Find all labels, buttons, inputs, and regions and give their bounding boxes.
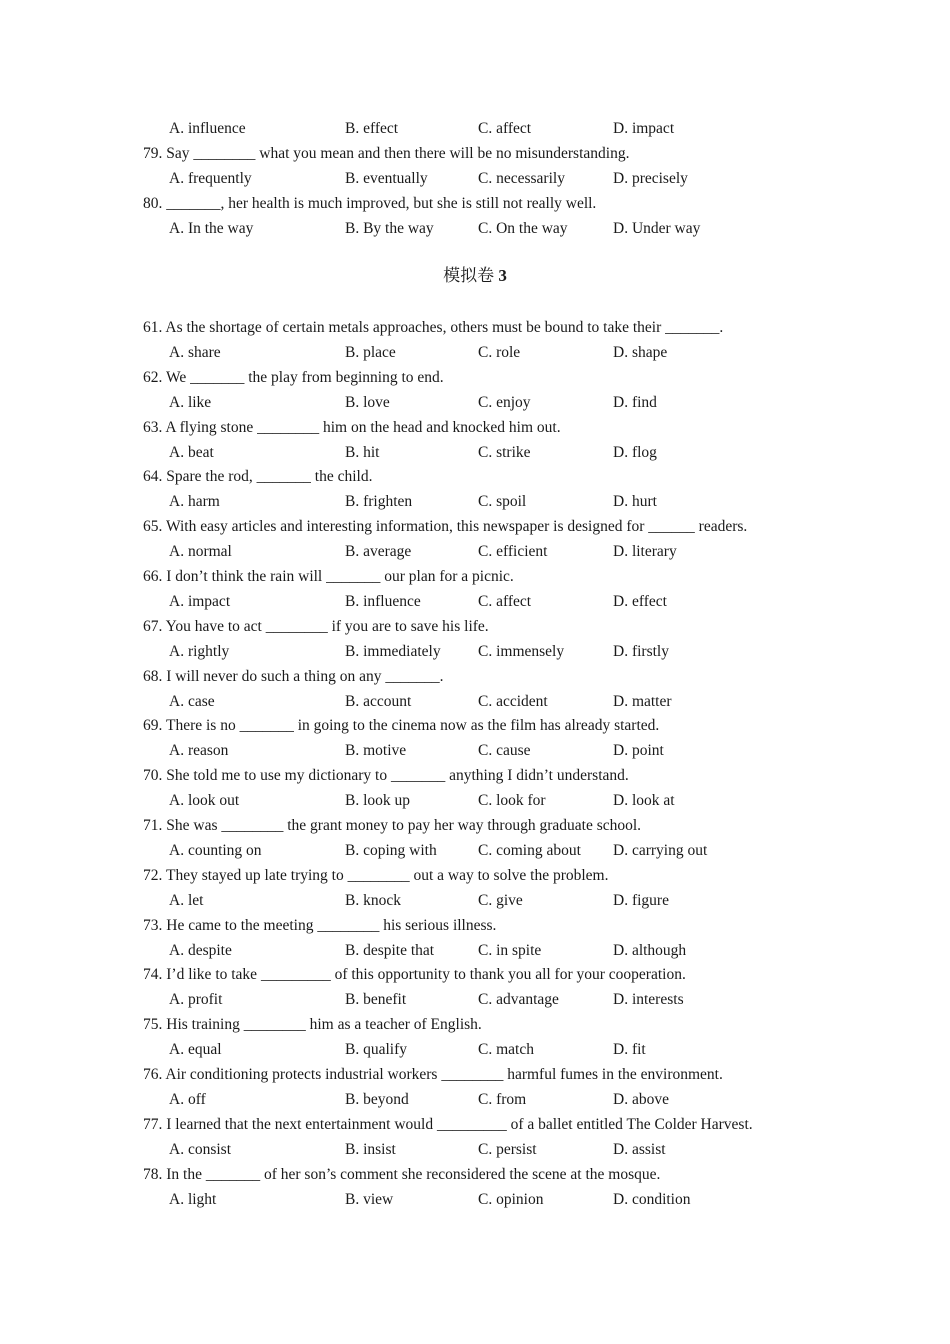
option-c: C. opinion: [478, 1190, 544, 1208]
option-a: A. normal: [169, 543, 232, 561]
question-text: 79. Say ________ what you mean and then there will be no misunderstanding.: [143, 144, 630, 162]
option-c: C. strike: [478, 443, 531, 461]
option-c: C. persist: [478, 1140, 537, 1158]
option-d: D. shape: [613, 343, 668, 361]
option-b: B. look up: [345, 792, 411, 810]
option-d: D. firstly: [613, 642, 669, 660]
option-c: C. from: [478, 1090, 527, 1108]
answer-options: [0, 589, 950, 614]
option-b: B. immediately: [345, 642, 441, 660]
option-c: C. role: [478, 343, 521, 361]
question-text: 74. I’d like to take _________ of this opportunity to thank you all for your cooperation.: [143, 966, 686, 984]
option-d: D. although: [613, 941, 687, 959]
answer-options: [0, 539, 950, 564]
question-stem: [0, 191, 950, 216]
question-text: 65. With easy articles and interesting information, this newspaper is designed for ______ readers.: [143, 518, 748, 536]
option-a: A. frequently: [169, 169, 252, 187]
option-d: D. look at: [613, 792, 675, 810]
option-a: A. impact: [169, 592, 231, 610]
option-b: B. eventually: [345, 169, 428, 187]
option-b: B. motive: [345, 742, 407, 760]
option-d: D. effect: [613, 592, 667, 610]
option-d: D. interests: [613, 991, 684, 1009]
option-c: C. On the way: [478, 219, 568, 237]
question-stem: [0, 141, 950, 166]
question-text: 80. _______, her health is much improved, but she is still not really well.: [143, 194, 597, 212]
question-stem: [0, 1162, 950, 1187]
option-a: A. share: [169, 343, 221, 361]
option-a: A. consist: [169, 1140, 231, 1158]
option-b: B. love: [345, 393, 390, 411]
option-c: C. coming about: [478, 841, 581, 859]
answer-options: [0, 1087, 950, 1112]
question-text: 62. We _______ the play from beginning to end.: [143, 368, 444, 386]
answer-options: [0, 888, 950, 913]
question-stem: [0, 1062, 950, 1087]
question-text: 72. They stayed up late trying to ________ out a way to solve the problem.: [143, 866, 609, 884]
section-heading-number: 3: [498, 266, 507, 285]
answer-options: [0, 938, 950, 963]
option-a: A. equal: [169, 1041, 222, 1059]
answer-options: [0, 216, 950, 241]
option-c: C. in spite: [478, 941, 542, 959]
question-text: 70. She told me to use my dictionary to _______ anything I didn’t understand.: [143, 767, 629, 785]
option-a: A. reason: [169, 742, 229, 760]
answer-options: [0, 390, 950, 415]
question-stem: [0, 813, 950, 838]
question-text: 63. A flying stone ________ him on the head and knocked him out.: [143, 418, 561, 436]
section-heading: [0, 262, 950, 290]
option-d: D. matter: [613, 692, 672, 710]
option-a: A. counting on: [169, 841, 262, 859]
answer-options: [0, 116, 950, 141]
option-a: A. like: [169, 393, 212, 411]
answer-options: [0, 440, 950, 465]
question-stem: [0, 514, 950, 539]
option-c: C. look for: [478, 792, 546, 810]
answer-options: [0, 689, 950, 714]
option-c: C. accident: [478, 692, 548, 710]
question-text: 67. You have to act ________ if you are to save his life.: [143, 617, 489, 635]
question-text: 69. There is no _______ in going to the cinema now as the film has already started.: [143, 717, 660, 735]
option-a: A. despite: [169, 941, 232, 959]
question-text: 78. In the _______ of her son’s comment she reconsidered the scene at the mosque.: [143, 1165, 661, 1183]
question-stem: [0, 863, 950, 888]
option-c: C. give: [478, 891, 523, 909]
option-b: B. qualify: [345, 1041, 407, 1059]
option-d: D. literary: [613, 543, 677, 561]
option-d: D. assist: [613, 1140, 666, 1158]
option-b: B. view: [345, 1190, 394, 1208]
option-d: D. flog: [613, 443, 657, 461]
question-stem: [0, 315, 950, 340]
option-b: B. hit: [345, 443, 380, 461]
question-stem: [0, 713, 950, 738]
option-d: D. hurt: [613, 493, 657, 511]
option-c: C. necessarily: [478, 169, 565, 187]
option-a: A. harm: [169, 493, 220, 511]
answer-options: [0, 987, 950, 1012]
section-heading-text: 模拟卷: [443, 266, 499, 285]
option-a: A. look out: [169, 792, 240, 810]
question-text: 61. As the shortage of certain metals approaches, others must be bound to take their _______.: [143, 319, 724, 336]
question-stem: [0, 1112, 950, 1137]
option-c: C. advantage: [478, 991, 559, 1009]
option-b: B. By the way: [345, 219, 434, 237]
option-c: C. spoil: [478, 493, 527, 511]
option-d: D. carrying out: [613, 841, 708, 859]
answer-options: [0, 738, 950, 763]
option-b: B. average: [345, 543, 412, 561]
option-d: D. fit: [613, 1041, 646, 1059]
option-d: D. above: [613, 1090, 669, 1108]
option-c: C. affect: [478, 592, 532, 610]
option-d: D. point: [613, 742, 664, 760]
option-b: B. beyond: [345, 1090, 409, 1108]
answer-options: [0, 1187, 950, 1212]
option-a: A. profit: [169, 991, 223, 1009]
option-a: A. let: [169, 891, 204, 909]
answer-options: [0, 489, 950, 514]
option-b: B. knock: [345, 891, 401, 909]
option-c: C. immensely: [478, 642, 565, 660]
question-stem: [0, 564, 950, 589]
answer-options: [0, 1137, 950, 1162]
question-text: 64. Spare the rod, _______ the child.: [143, 468, 373, 486]
option-b: B. frighten: [345, 493, 413, 511]
option-d: D. Under way: [613, 219, 701, 237]
question-text: 66. I don’t think the rain will _______ our plan for a picnic.: [143, 568, 514, 585]
question-stem: [0, 962, 950, 987]
option-b: B. place: [345, 343, 396, 361]
question-text: 76. Air conditioning protects industrial workers ________ harmful fumes in the environment.: [143, 1066, 723, 1083]
question-text: 71. She was ________ the grant money to pay her way through graduate school.: [143, 817, 642, 834]
question-stem: [0, 365, 950, 390]
option-d: D. figure: [613, 891, 669, 909]
option-c: C. cause: [478, 742, 531, 760]
option-a: A. beat: [169, 443, 214, 461]
question-text: 68. I will never do such a thing on any _______.: [143, 667, 444, 685]
answer-options: [0, 1037, 950, 1062]
option-c: C. affect: [478, 120, 532, 137]
question-stem: [0, 415, 950, 440]
option-d: D. condition: [613, 1190, 691, 1208]
option-a: A. influence: [169, 120, 246, 137]
option-b: B. account: [345, 692, 412, 710]
option-d: D. impact: [613, 120, 675, 137]
option-d: D. find: [613, 393, 657, 411]
option-b: B. despite that: [345, 941, 435, 959]
option-c: C. efficient: [478, 543, 548, 561]
question-text: 77. I learned that the next entertainment would _________ of a ballet entitled The Colder Harvest.: [143, 1115, 753, 1133]
option-c: C. match: [478, 1041, 534, 1059]
question-stem: [0, 1012, 950, 1037]
option-b: B. effect: [345, 120, 399, 137]
question-stem: [0, 763, 950, 788]
question-stem: [0, 464, 950, 489]
answer-options: [0, 340, 950, 365]
answer-options: [0, 788, 950, 813]
option-c: C. enjoy: [478, 393, 531, 411]
question-stem: [0, 913, 950, 938]
option-a: A. In the way: [169, 219, 254, 237]
answer-options: [0, 639, 950, 664]
option-b: B. coping with: [345, 841, 437, 859]
option-a: A. light: [169, 1190, 217, 1208]
question-stem: [0, 614, 950, 639]
option-b: B. insist: [345, 1140, 396, 1158]
option-a: A. rightly: [169, 642, 230, 660]
option-d: D. precisely: [613, 169, 688, 187]
question-stem: [0, 664, 950, 689]
option-a: A. off: [169, 1090, 206, 1108]
question-text: 73. He came to the meeting ________ his serious illness.: [143, 916, 497, 934]
question-text: 75. His training ________ him as a teacher of English.: [143, 1016, 482, 1034]
option-b: B. benefit: [345, 991, 407, 1009]
option-b: B. influence: [345, 592, 421, 610]
answer-options: [0, 166, 950, 191]
answer-options: [0, 838, 950, 863]
option-a: A. case: [169, 692, 215, 710]
